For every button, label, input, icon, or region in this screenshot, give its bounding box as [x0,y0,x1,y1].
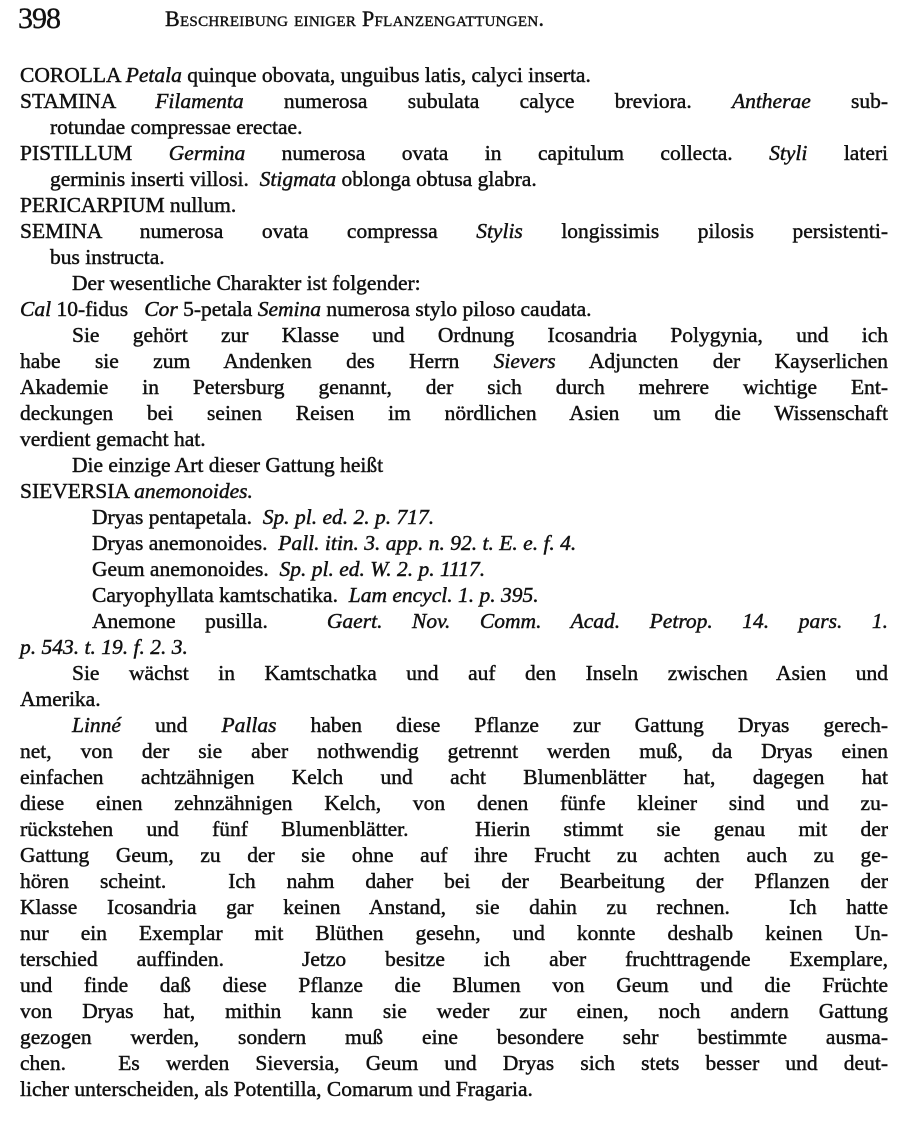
page-body-text [20,62,888,1102]
text-line [20,348,888,374]
italic-text: Styli [769,141,808,165]
text-segment: von Dryas hat, mithin kann sie weder zur einen, noch andern Gattung [20,999,888,1023]
text-segment: Die einzige Art dieser Gattung heißt [72,453,384,477]
text-line [20,1050,888,1076]
text-segment: PISTILLUM [20,141,169,165]
italic-text: Cor [144,297,178,321]
italic-text: Pall. itin. 3. app. n. 92. t. E. e. f. 4. [278,531,577,555]
text-line [20,504,888,530]
text-line [20,218,888,244]
text-line [20,296,888,322]
text-segment: Der wesentliche Charakter ist folgender: [72,271,421,295]
running-title: Beschreibung einiger Pflanzengattungen. [165,6,545,31]
text-segment: nur ein Exemplar mit Blüthen gesehn, und konnte deshalb keinen Un- [20,921,888,945]
text-segment: verdient gemacht hat. [20,427,206,451]
text-segment: lateri [807,141,888,165]
text-segment: numerosa subulata calyce breviora. [243,89,732,113]
italic-text: anemonoides. [134,479,253,503]
text-segment: COROLLA [20,63,126,87]
text-line [20,816,888,842]
text-segment: numerosa ovata in capitulum collecta. [245,141,770,165]
text-line [20,114,888,140]
text-segment: Klasse Icosandria gar keinen Anstand, sie dahin zu rechnen. Ich hatte [20,895,888,919]
text-line [20,738,888,764]
text-segment: rotundae compressae erectae. [50,115,303,139]
text-segment: STAMINA [20,89,156,113]
text-line [20,894,888,920]
text-segment: sub- [810,89,888,113]
text-line [20,400,888,426]
text-segment: longissimis pilosis persistenti- [522,219,888,243]
text-line [20,998,888,1024]
text-line [20,244,888,270]
text-line [20,608,888,634]
italic-text: Germina [168,141,246,165]
text-segment: oblonga obtusa glabra. [336,167,537,191]
text-line [20,920,888,946]
text-line [20,1076,888,1102]
italic-text: Gaert. Nov. Comm. Acad. Petrop. 14. pars. 1. [326,609,888,633]
text-segment: PERICARPIUM nullum. [20,193,237,217]
text-segment: Gattung Geum, zu der sie ohne auf ihre Frucht zu achten auch zu ge- [20,843,888,867]
text-segment: 5-petala [177,297,258,321]
italic-text: Antherae [731,89,811,113]
text-segment: Sie gehört zur Klasse und Ordnung Icosandria Polygynia, und ich [72,323,888,347]
text-line [20,946,888,972]
text-segment: SIEVERSIA [20,479,135,503]
text-segment: habe sie zum Andenken des Herrn [20,349,494,373]
text-line [20,634,888,660]
italic-text: Cal [20,297,52,321]
text-line [20,660,888,686]
text-line [20,1024,888,1050]
text-segment: Dryas anemonoides. [92,531,279,555]
text-segment: chen. Es werden Sieversia, Geum und Dryas sich stets besser und deut- [20,1051,888,1075]
text-segment: diese einen zehnzähnigen Kelch, von denen fünfe kleiner sind und zu- [20,791,888,815]
text-line [20,192,888,218]
text-line [20,322,888,348]
text-line [20,270,888,296]
italic-text: Semina [257,297,322,321]
text-line [20,842,888,868]
text-segment: Caryophyllata kamtschatika. [92,583,349,607]
text-line [20,426,888,452]
page-number: 398 [18,2,60,35]
italic-text: Lam encycl. 1. p. 395. [348,583,539,607]
italic-text: Stylis [476,219,523,243]
text-segment: haben diese Pflanze zur Gattung Dryas gerech- [276,713,888,737]
text-segment: deckungen bei seinen Reisen im nördlichen Asien um die Wissenschaft [20,401,888,425]
text-segment: Akademie in Petersburg genannt, der sich durch mehrere wichtige Ent- [20,375,888,399]
italic-text: Pallas [221,713,277,737]
text-segment: terschied auffinden. Jetzo besitze ich aber fruchttragende Exemplare, [20,947,888,971]
text-segment: licher unterscheiden, als Potentilla, Comarum und Fragaria. [20,1077,533,1101]
text-line [20,530,888,556]
text-segment: einfachen achtzähnigen Kelch und acht Blumenblätter hat, dagegen hat [20,765,888,789]
text-segment: Anemone pusilla. [92,609,327,633]
text-segment: hören scheint. Ich nahm daher bei der Bearbeitung der Pflanzen der [20,869,888,893]
italic-text: p. 543. t. 19. f. 2. 3. [20,635,188,659]
text-segment: net, von der sie aber nothwendig getrennt werden muß, da Dryas einen [20,739,888,763]
text-line [20,478,888,504]
text-segment: und finde daß diese Pflanze die Blumen von Geum und die Früchte [20,973,888,997]
text-segment: Dryas pentapetala. [92,505,263,529]
text-segment: gezogen werden, sondern muß eine besondere sehr bestimmte ausma- [20,1025,888,1049]
text-line [20,712,888,738]
text-line [20,140,888,166]
text-segment: bus instructa. [50,245,165,269]
text-segment: SEMINA numerosa ovata compressa [20,219,477,243]
text-line [20,686,888,712]
text-segment: Geum anemonoides. [92,557,280,581]
italic-text: Sp. pl. ed. W. 2. p. 1117. [279,557,486,581]
text-segment: Amerika. [20,687,101,711]
text-line [20,374,888,400]
text-segment: quinque obovata, unguibus latis, calyci inserta. [181,63,591,87]
italic-text: Stigmata [259,167,337,191]
text-line [20,166,888,192]
text-line [20,868,888,894]
italic-text: Sievers [493,349,556,373]
text-line [20,790,888,816]
italic-text: Petala [125,63,182,87]
text-line [20,556,888,582]
text-segment: rückstehen und fünf Blumenblätter. Hierin stimmt sie genau mit der [20,817,888,841]
text-segment: und [120,713,222,737]
text-segment: 10-fidus [51,297,145,321]
text-segment: germinis inserti villosi. [50,167,260,191]
text-line [20,452,888,478]
text-segment: numerosa stylo piloso caudata. [321,297,592,321]
italic-text: Filamenta [155,89,244,113]
text-line [20,764,888,790]
text-line [20,582,888,608]
text-line [20,972,888,998]
text-segment: Sie wächst in Kamtschatka und auf den Inseln zwischen Asien und [72,661,888,685]
italic-text: Linné [72,713,121,737]
text-segment: Adjuncten der Kayserlichen [555,349,888,373]
italic-text: Sp. pl. ed. 2. p. 717. [262,505,435,529]
text-line [20,88,888,114]
text-line [20,62,888,88]
